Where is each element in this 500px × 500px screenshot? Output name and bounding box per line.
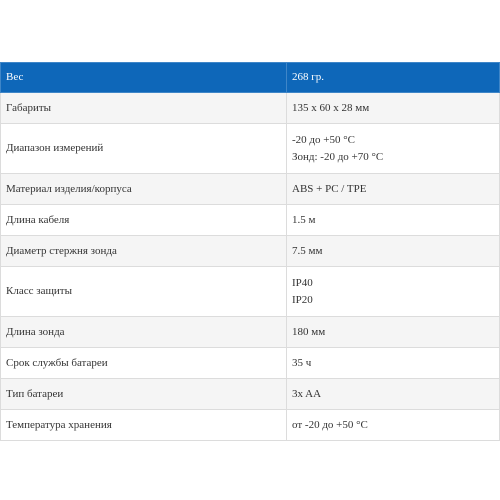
spec-value-line: IP40 <box>292 276 313 289</box>
spec-value <box>287 348 500 379</box>
table-row <box>1 174 500 205</box>
spec-label: Диапазон измерений <box>1 124 287 174</box>
spec-value <box>287 267 500 317</box>
spec-value-line: 1.5 м <box>292 213 316 226</box>
spec-value <box>287 174 500 205</box>
spec-value-line: 3x AA <box>292 387 322 400</box>
spec-value <box>287 124 500 174</box>
spec-value <box>287 317 500 348</box>
spec-value-line: IP20 <box>292 293 313 306</box>
spec-value-line: 7.5 мм <box>292 244 323 257</box>
spec-label: Габариты <box>1 93 287 124</box>
specs-table <box>0 62 500 441</box>
table-row <box>1 267 500 317</box>
spec-value-line: 135 x 60 x 28 мм <box>292 101 370 114</box>
spec-label: Вес <box>1 63 287 93</box>
table-row <box>1 317 500 348</box>
spec-label: Длина кабеля <box>1 205 287 236</box>
spec-value <box>287 236 500 267</box>
spec-value <box>287 93 500 124</box>
spec-value-line: от -20 до +50 °C <box>292 418 368 431</box>
spec-label: Срок службы батареи <box>1 348 287 379</box>
spec-label: Температура хранения <box>1 410 287 441</box>
spec-value-line: 35 ч <box>292 356 312 369</box>
spec-label: Класс защиты <box>1 267 287 317</box>
spec-label: Тип батареи <box>1 379 287 410</box>
spec-value <box>287 410 500 441</box>
table-row <box>1 348 500 379</box>
table-row <box>1 63 500 93</box>
table-row <box>1 379 500 410</box>
spec-value <box>287 205 500 236</box>
spec-value-line: -20 до +50 °C <box>292 133 355 146</box>
table-row <box>1 93 500 124</box>
spec-value-line: 268 гр. <box>292 71 325 83</box>
spec-value-line: Зонд: -20 до +70 °C <box>292 150 384 163</box>
spec-label: Материал изделия/корпуса <box>1 174 287 205</box>
table-row <box>1 124 500 174</box>
spec-label: Диаметр стержня зонда <box>1 236 287 267</box>
spec-value <box>287 63 500 93</box>
table-row <box>1 410 500 441</box>
spec-label: Длина зонда <box>1 317 287 348</box>
spec-value-line: 180 мм <box>292 325 326 338</box>
table-row <box>1 205 500 236</box>
table-row <box>1 236 500 267</box>
spec-value <box>287 379 500 410</box>
spec-value-line: ABS + PC / TPE <box>292 182 367 195</box>
